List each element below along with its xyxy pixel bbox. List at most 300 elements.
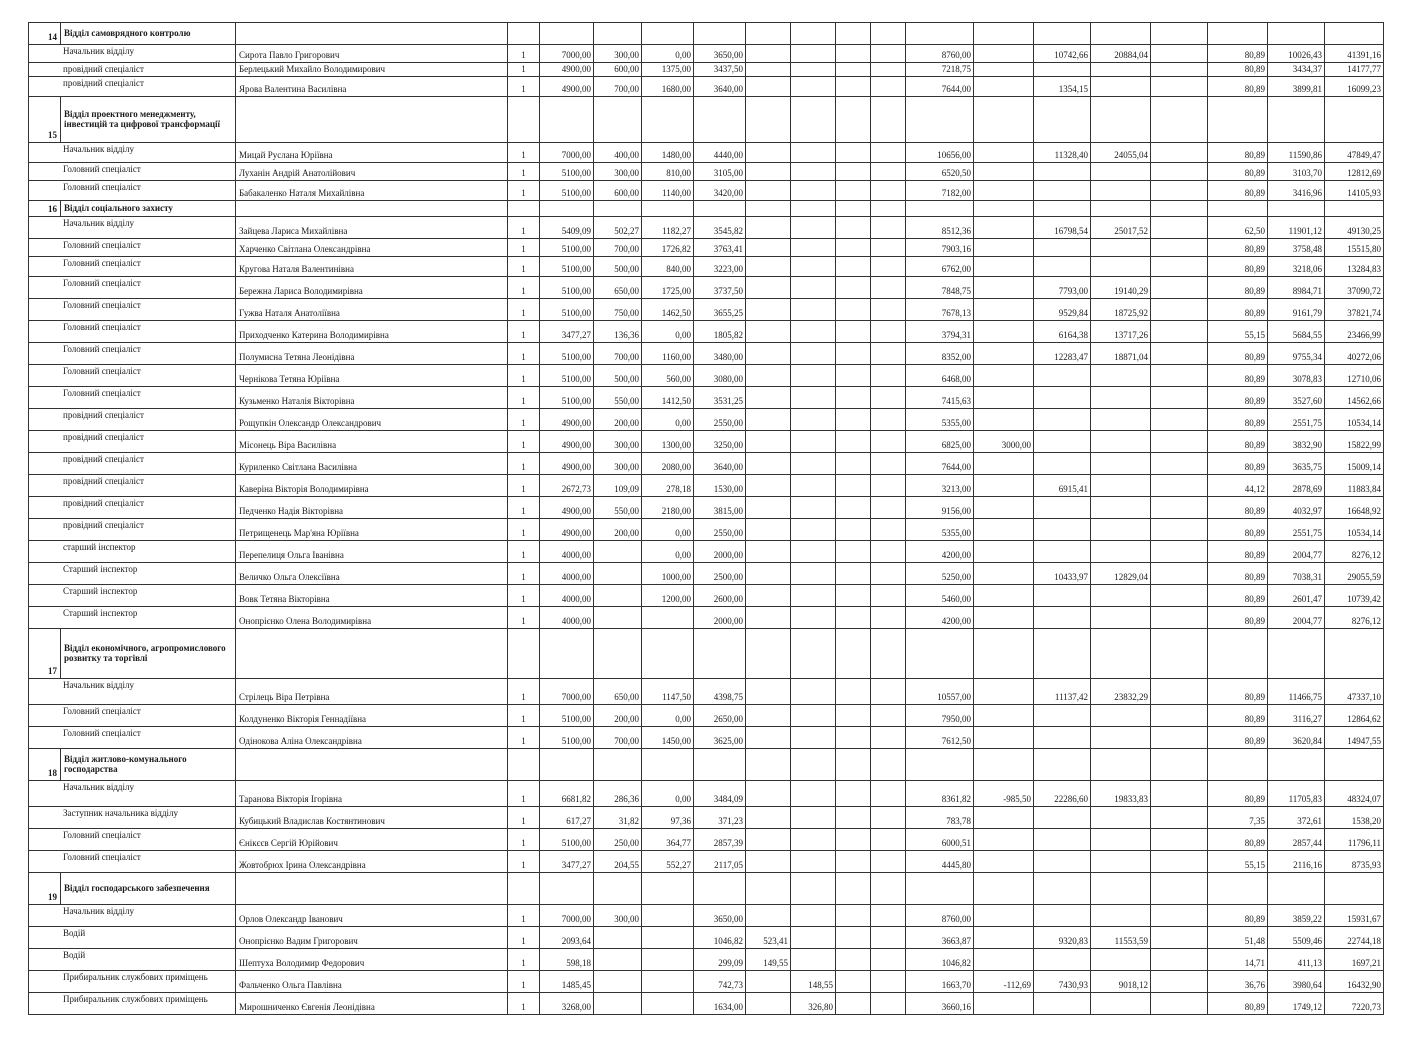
amount-cell: 8735,93 (1325, 851, 1384, 873)
amount-cell (791, 217, 836, 239)
amount-cell: 80,89 (1208, 993, 1268, 1015)
amount-cell (594, 541, 642, 563)
amount-cell: 7218,75 (906, 63, 974, 77)
employee-name-cell: Кругова Наталя Валентинівна (236, 257, 508, 277)
section-title: Відділ економічного, агропромислового розвитку та торгівлі (61, 629, 236, 679)
table-row (29, 239, 1384, 257)
amount-cell: 36,76 (1208, 971, 1268, 993)
amount-cell: 1634,00 (694, 993, 746, 1015)
amount-cell (1151, 77, 1208, 97)
amount-cell: 4000,00 (540, 541, 594, 563)
amount-cell (1151, 321, 1208, 343)
amount-cell: 7182,00 (906, 181, 974, 201)
empty-cell (746, 201, 791, 217)
amount-cell (974, 563, 1034, 585)
amount-cell (836, 829, 871, 851)
amount-cell: 3105,00 (694, 163, 746, 181)
rate-count-cell: 1 (508, 431, 540, 453)
amount-cell: 80,89 (1208, 409, 1268, 431)
amount-cell: 1530,00 (694, 475, 746, 497)
empty-cell (694, 749, 746, 781)
empty-cell (540, 749, 594, 781)
amount-cell (974, 475, 1034, 497)
amount-cell (746, 993, 791, 1015)
amount-cell (746, 727, 791, 749)
amount-cell (836, 453, 871, 475)
amount-cell: 80,89 (1208, 781, 1268, 807)
amount-cell (642, 905, 694, 927)
amount-cell: 3268,00 (540, 993, 594, 1015)
amount-cell (974, 387, 1034, 409)
empty-cell (1151, 23, 1208, 45)
amount-cell: 300,00 (594, 431, 642, 453)
amount-cell (836, 727, 871, 749)
amount-cell: 1805,82 (694, 321, 746, 343)
amount-cell (871, 45, 906, 63)
amount-cell (746, 807, 791, 829)
employee-name-cell: Полумисна Тетяна Леонідівна (236, 343, 508, 365)
amount-cell (871, 851, 906, 873)
table-row (29, 497, 1384, 519)
amount-cell: 2551,75 (1268, 409, 1325, 431)
amount-cell: 1140,00 (642, 181, 694, 201)
amount-cell: 11901,12 (1268, 217, 1325, 239)
amount-cell (1151, 905, 1208, 927)
amount-cell (746, 971, 791, 993)
amount-cell (791, 453, 836, 475)
table-row (29, 475, 1384, 497)
rate-count-cell: 1 (508, 257, 540, 277)
rate-count-cell: 1 (508, 321, 540, 343)
amount-cell: 5100,00 (540, 387, 594, 409)
amount-cell (746, 519, 791, 541)
amount-cell (1091, 257, 1151, 277)
empty-cell (1151, 201, 1208, 217)
empty-cell (746, 629, 791, 679)
amount-cell (1034, 993, 1091, 1015)
amount-cell (791, 727, 836, 749)
amount-cell: 1046,82 (906, 949, 974, 971)
section-header-row (29, 749, 1384, 781)
amount-cell: 4900,00 (540, 409, 594, 431)
amount-cell: 3000,00 (974, 431, 1034, 453)
empty-cell (1208, 201, 1268, 217)
empty-cell (974, 97, 1034, 143)
amount-cell: 2000,00 (694, 607, 746, 629)
amount-cell (836, 563, 871, 585)
amount-cell: 24055,04 (1091, 143, 1151, 163)
empty-cell (236, 97, 508, 143)
amount-cell: 250,00 (594, 829, 642, 851)
amount-cell: 4440,00 (694, 143, 746, 163)
employee-name-cell: Місонець Віра Василівна (236, 431, 508, 453)
amount-cell: 25017,52 (1091, 217, 1151, 239)
amount-cell: 200,00 (594, 705, 642, 727)
amount-cell (1034, 949, 1091, 971)
rate-count-cell: 1 (508, 387, 540, 409)
amount-cell (746, 905, 791, 927)
amount-cell: 7644,00 (906, 77, 974, 97)
amount-cell (1151, 299, 1208, 321)
amount-cell: 22744,18 (1325, 927, 1384, 949)
table-row (29, 387, 1384, 409)
section-number: 18 (29, 749, 61, 781)
position-cell: Заступник начальника відділу (29, 807, 236, 829)
empty-cell (836, 629, 871, 679)
amount-cell (1091, 239, 1151, 257)
amount-cell: 11705,83 (1268, 781, 1325, 807)
section-number: 17 (29, 629, 61, 679)
employee-name-cell: Онопрієнко Вадим Григорович (236, 927, 508, 949)
amount-cell: 1749,12 (1268, 993, 1325, 1015)
amount-cell (1151, 949, 1208, 971)
amount-cell: 15822,99 (1325, 431, 1384, 453)
amount-cell (1091, 705, 1151, 727)
amount-cell: 550,00 (594, 387, 642, 409)
amount-cell (871, 321, 906, 343)
amount-cell: 10026,43 (1268, 45, 1325, 63)
table-row (29, 217, 1384, 239)
empty-cell (1091, 629, 1151, 679)
amount-cell (836, 905, 871, 927)
rate-count-cell: 1 (508, 365, 540, 387)
amount-cell: 7000,00 (540, 905, 594, 927)
amount-cell (836, 143, 871, 163)
amount-cell: 3640,00 (694, 77, 746, 97)
employee-name-cell: Каверіна Вікторія Володимирівна (236, 475, 508, 497)
position-cell: Головний спеціаліст (29, 387, 236, 409)
amount-cell: 16099,23 (1325, 77, 1384, 97)
amount-cell: 3116,27 (1268, 705, 1325, 727)
table-row (29, 829, 1384, 851)
amount-cell (1091, 993, 1151, 1015)
amount-cell (746, 321, 791, 343)
amount-cell: 286,36 (594, 781, 642, 807)
amount-cell (871, 949, 906, 971)
empty-cell (236, 23, 508, 45)
amount-cell (642, 927, 694, 949)
amount-cell: 80,89 (1208, 143, 1268, 163)
amount-cell (871, 257, 906, 277)
amount-cell: 3620,84 (1268, 727, 1325, 749)
amount-cell: 11137,42 (1034, 679, 1091, 705)
position-cell: Головний спеціаліст (29, 257, 236, 277)
amount-cell (871, 343, 906, 365)
amount-cell (746, 541, 791, 563)
amount-cell (746, 679, 791, 705)
amount-cell (746, 181, 791, 201)
empty-cell (694, 629, 746, 679)
amount-cell (1151, 829, 1208, 851)
amount-cell (1091, 851, 1151, 873)
amount-cell (594, 563, 642, 585)
amount-cell (1151, 679, 1208, 705)
amount-cell (791, 239, 836, 257)
amount-cell (746, 497, 791, 519)
amount-cell: 3650,00 (694, 45, 746, 63)
table-row (29, 541, 1384, 563)
amount-cell: 5100,00 (540, 365, 594, 387)
amount-cell: 31,82 (594, 807, 642, 829)
amount-cell: 300,00 (594, 163, 642, 181)
amount-cell (746, 63, 791, 77)
empty-cell (974, 23, 1034, 45)
employee-name-cell: Педченко Надія Вікторівна (236, 497, 508, 519)
amount-cell (1091, 63, 1151, 77)
rate-count-cell: 1 (508, 829, 540, 851)
position-cell: Водій (29, 927, 236, 949)
amount-cell (836, 387, 871, 409)
rate-count-cell: 1 (508, 239, 540, 257)
table-row (29, 77, 1384, 97)
amount-cell (974, 277, 1034, 299)
employee-name-cell: Сирота Павло Григорович (236, 45, 508, 63)
amount-cell (871, 475, 906, 497)
amount-cell: 600,00 (594, 63, 642, 77)
amount-cell (791, 679, 836, 705)
section-header-row (29, 23, 1384, 45)
amount-cell: 0,00 (642, 321, 694, 343)
amount-cell: 3078,83 (1268, 365, 1325, 387)
amount-cell (746, 143, 791, 163)
amount-cell: 5100,00 (540, 239, 594, 257)
empty-cell (236, 201, 508, 217)
position-cell: провідний спеціаліст (29, 519, 236, 541)
amount-cell (836, 63, 871, 77)
rate-count-cell: 1 (508, 497, 540, 519)
position-cell: Головний спеціаліст (29, 239, 236, 257)
position-cell: Головний спеціаліст (29, 365, 236, 387)
empty-cell (694, 23, 746, 45)
section-number: 15 (29, 97, 61, 143)
amount-cell (746, 257, 791, 277)
amount-cell: 3859,22 (1268, 905, 1325, 927)
amount-cell: 0,00 (642, 781, 694, 807)
employee-name-cell: Перепелиця Ольга Іванівна (236, 541, 508, 563)
amount-cell: 650,00 (594, 679, 642, 705)
amount-cell (871, 299, 906, 321)
empty-cell (836, 23, 871, 45)
amount-cell: 6762,00 (906, 257, 974, 277)
amount-cell: 6825,00 (906, 431, 974, 453)
empty-cell (594, 97, 642, 143)
position-cell: Головний спеціаліст (29, 705, 236, 727)
amount-cell (974, 77, 1034, 97)
amount-cell: 1680,00 (642, 77, 694, 97)
table-row (29, 927, 1384, 949)
empty-cell (1268, 97, 1325, 143)
amount-cell (594, 993, 642, 1015)
amount-cell: 1354,15 (1034, 77, 1091, 97)
position-cell: Начальник відділу (29, 781, 236, 807)
amount-cell: 9161,79 (1268, 299, 1325, 321)
table-row (29, 727, 1384, 749)
amount-cell (974, 63, 1034, 77)
amount-cell: 742,73 (694, 971, 746, 993)
amount-cell (1091, 585, 1151, 607)
table-row (29, 45, 1384, 63)
amount-cell (974, 343, 1034, 365)
amount-cell (1151, 431, 1208, 453)
amount-cell: 0,00 (642, 541, 694, 563)
amount-cell: 7950,00 (906, 705, 974, 727)
employee-name-cell: Фальченко Ольга Павлівна (236, 971, 508, 993)
amount-cell (1151, 475, 1208, 497)
amount-cell: 326,80 (791, 993, 836, 1015)
employee-name-cell: Зайцева Лариса Михайлівна (236, 217, 508, 239)
amount-cell: 15515,80 (1325, 239, 1384, 257)
amount-cell: 7430,93 (1034, 971, 1091, 993)
position-cell: Прибиральник службових приміщень (29, 971, 236, 993)
empty-cell (236, 873, 508, 905)
amount-cell: 2672,73 (540, 475, 594, 497)
amount-cell: 2601,47 (1268, 585, 1325, 607)
amount-cell: 3416,96 (1268, 181, 1325, 201)
amount-cell (974, 217, 1034, 239)
amount-cell (974, 365, 1034, 387)
amount-cell (1151, 497, 1208, 519)
amount-cell: 0,00 (642, 519, 694, 541)
amount-cell: 4032,97 (1268, 497, 1325, 519)
empty-cell (540, 629, 594, 679)
amount-cell (746, 829, 791, 851)
empty-cell (791, 749, 836, 781)
amount-cell (836, 927, 871, 949)
amount-cell (1151, 63, 1208, 77)
amount-cell (1151, 453, 1208, 475)
amount-cell (974, 905, 1034, 927)
table-row (29, 431, 1384, 453)
amount-cell: 80,89 (1208, 585, 1268, 607)
amount-cell: 1375,00 (642, 63, 694, 77)
empty-cell (508, 873, 540, 905)
amount-cell (974, 851, 1034, 873)
amount-cell: 49130,25 (1325, 217, 1384, 239)
employee-name-cell: Петрищенець Мар'яна Юріївна (236, 519, 508, 541)
amount-cell: 2550,00 (694, 409, 746, 431)
amount-cell (791, 343, 836, 365)
empty-cell (642, 629, 694, 679)
amount-cell: 10557,00 (906, 679, 974, 705)
empty-cell (871, 629, 906, 679)
amount-cell: 109,09 (594, 475, 642, 497)
table-row (29, 679, 1384, 705)
amount-cell (1034, 727, 1091, 749)
amount-cell: 7220,73 (1325, 993, 1384, 1015)
amount-cell (642, 607, 694, 629)
amount-cell: 700,00 (594, 343, 642, 365)
amount-cell (1151, 781, 1208, 807)
amount-cell: 5250,00 (906, 563, 974, 585)
empty-cell (1034, 97, 1091, 143)
amount-cell: 523,41 (746, 927, 791, 949)
amount-cell: 6000,51 (906, 829, 974, 851)
position-cell: провідний спеціаліст (29, 77, 236, 97)
amount-cell: 4000,00 (540, 607, 594, 629)
amount-cell: 10534,14 (1325, 519, 1384, 541)
rate-count-cell: 1 (508, 343, 540, 365)
employee-name-cell: Мирошниченко Євгенія Леонідівна (236, 993, 508, 1015)
position-cell: Головний спеціаліст (29, 343, 236, 365)
amount-cell (791, 257, 836, 277)
amount-cell: 80,89 (1208, 905, 1268, 927)
amount-cell: 2000,00 (694, 541, 746, 563)
amount-cell: 12283,47 (1034, 343, 1091, 365)
position-cell: Начальник відділу (29, 905, 236, 927)
amount-cell: 2117,05 (694, 851, 746, 873)
amount-cell: 1412,50 (642, 387, 694, 409)
amount-cell: 5100,00 (540, 343, 594, 365)
amount-cell: 5100,00 (540, 705, 594, 727)
amount-cell: 0,00 (642, 45, 694, 63)
amount-cell (1034, 257, 1091, 277)
rate-count-cell: 1 (508, 563, 540, 585)
empty-cell (974, 873, 1034, 905)
amount-cell: 4900,00 (540, 77, 594, 97)
position-cell: Старший інспектор (29, 607, 236, 629)
empty-cell (508, 629, 540, 679)
section-number: 16 (29, 201, 61, 217)
amount-cell: 37090,72 (1325, 277, 1384, 299)
amount-cell (746, 217, 791, 239)
empty-cell (791, 201, 836, 217)
section-title: Відділ соціального захисту (61, 201, 236, 217)
empty-cell (906, 629, 974, 679)
employee-name-cell: Чернікова Тетяна Юріївна (236, 365, 508, 387)
amount-cell: 1147,50 (642, 679, 694, 705)
amount-cell: 2500,00 (694, 563, 746, 585)
table-row (29, 905, 1384, 927)
amount-cell: 47337,10 (1325, 679, 1384, 705)
empty-cell (1034, 23, 1091, 45)
amount-cell: 14105,93 (1325, 181, 1384, 201)
rate-count-cell: 1 (508, 781, 540, 807)
amount-cell (974, 949, 1034, 971)
empty-cell (746, 97, 791, 143)
amount-cell (1091, 163, 1151, 181)
empty-cell (871, 97, 906, 143)
amount-cell (871, 143, 906, 163)
amount-cell: 9755,34 (1268, 343, 1325, 365)
rate-count-cell: 1 (508, 705, 540, 727)
amount-cell (974, 727, 1034, 749)
amount-cell: 80,89 (1208, 563, 1268, 585)
rate-count-cell: 1 (508, 905, 540, 927)
amount-cell: 3635,75 (1268, 453, 1325, 475)
amount-cell: 6164,38 (1034, 321, 1091, 343)
amount-cell: 80,89 (1208, 239, 1268, 257)
amount-cell (1034, 181, 1091, 201)
amount-cell: 3437,50 (694, 63, 746, 77)
amount-cell: 5409,09 (540, 217, 594, 239)
amount-cell: 3477,27 (540, 321, 594, 343)
amount-cell: 5100,00 (540, 163, 594, 181)
employee-name-cell: Шептуха Володимир Федорович (236, 949, 508, 971)
amount-cell: 5100,00 (540, 181, 594, 201)
employee-name-cell: Таранова Вікторія Ігорівна (236, 781, 508, 807)
employee-name-cell: Харченко Світлана Олександрівна (236, 239, 508, 257)
amount-cell (746, 585, 791, 607)
empty-cell (1208, 629, 1268, 679)
position-cell: провідний спеціаліст (29, 431, 236, 453)
amount-cell (836, 497, 871, 519)
amount-cell (1151, 163, 1208, 181)
employee-name-cell: Берлецький Михайло Володимирович (236, 63, 508, 77)
section-header-row (29, 629, 1384, 679)
amount-cell (871, 163, 906, 181)
employee-name-cell: Величко Ольга Олексіївна (236, 563, 508, 585)
empty-cell (540, 201, 594, 217)
